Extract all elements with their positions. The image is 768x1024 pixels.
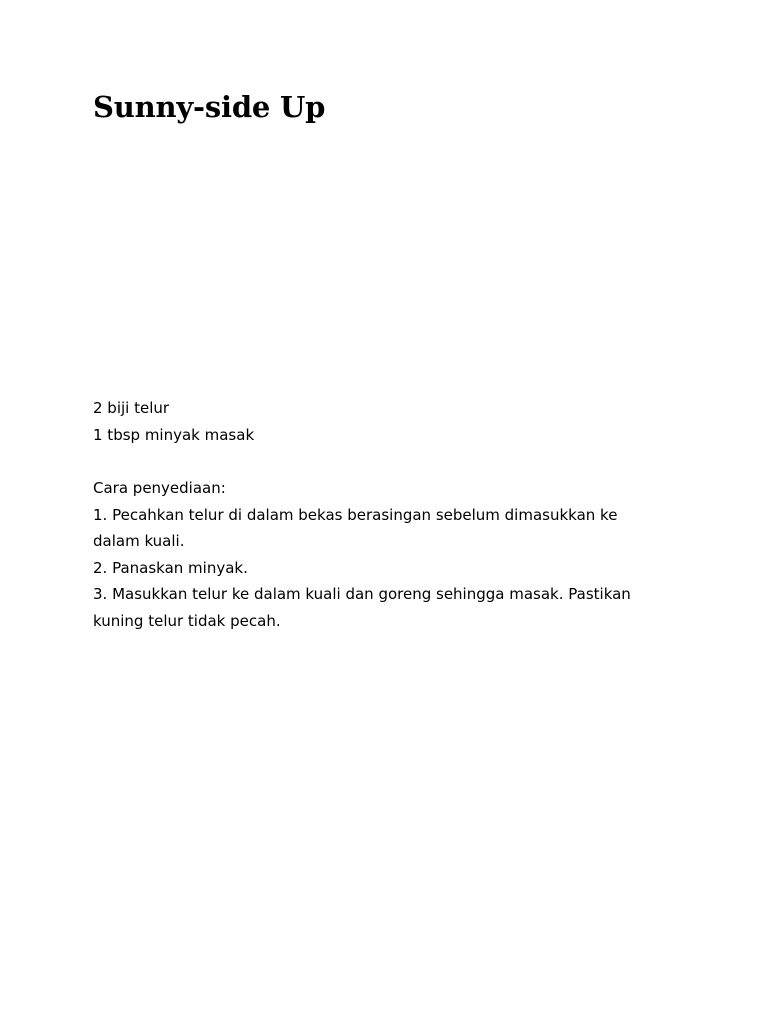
recipe-title: Sunny-side Up bbox=[93, 90, 326, 124]
method-step-line: dalam kuali. bbox=[93, 532, 185, 550]
method-section bbox=[93, 475, 631, 634]
ingredient-item: 2 biji telur bbox=[93, 399, 170, 417]
method-heading: Cara penyediaan: bbox=[93, 479, 226, 497]
ingredient-item: 1 tbsp minyak masak bbox=[93, 425, 255, 444]
method-step-line: kuning telur tidak pecah. bbox=[93, 611, 281, 630]
method-step-line: 3. Masukkan telur ke dalam kuali dan goreng sehingga masak. Pastikan bbox=[93, 585, 631, 603]
method-step-line: 2. Panaskan minyak. bbox=[93, 558, 248, 577]
method-step-line: 1. Pecahkan telur di dalam bekas berasingan sebelum dimasukkan ke bbox=[93, 505, 618, 524]
ingredient-list bbox=[93, 395, 254, 448]
